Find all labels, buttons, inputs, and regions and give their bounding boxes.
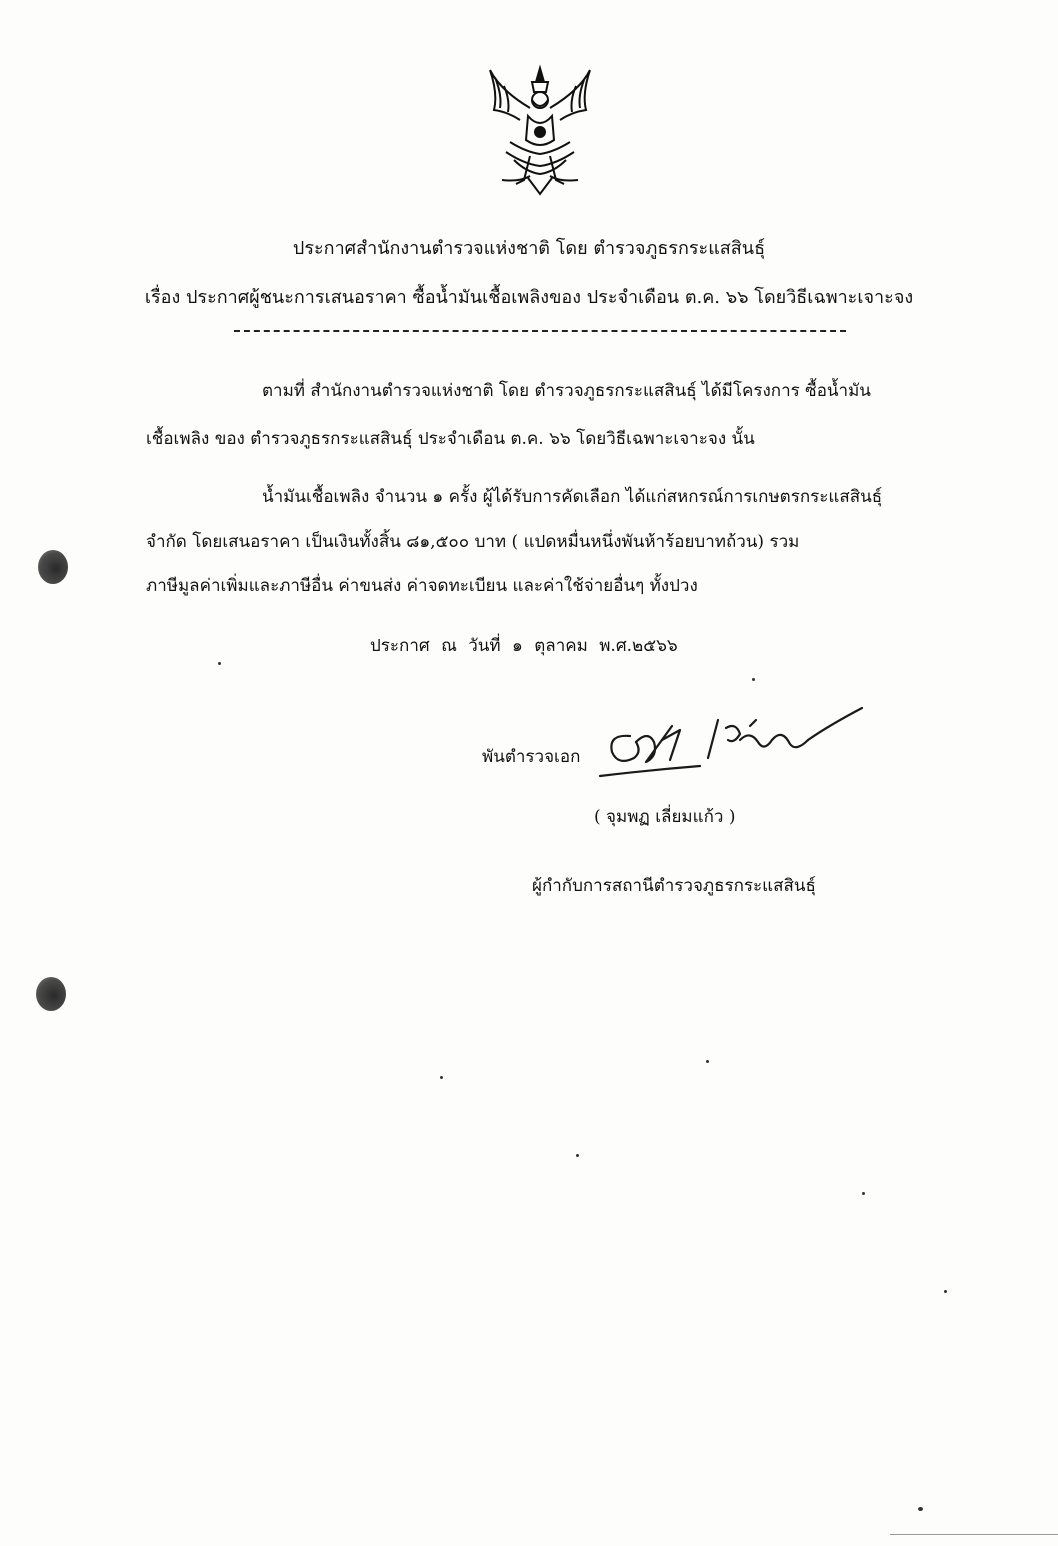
scan-speck — [440, 1076, 443, 1079]
scan-speck — [576, 1154, 579, 1157]
scan-speck — [918, 1507, 923, 1511]
punch-hole — [36, 977, 66, 1011]
signatory-name: ( จุมพฏ เลี่ยมแก้ว ) — [594, 807, 736, 827]
paragraph-2-line-3: ภาษีมูลค่าเพิ่มและภาษีอื่น ค่าขนส่ง ค่าจดทะเบียน และค่าใช้จ่ายอื่นๆ ทั้งปวง — [146, 576, 698, 596]
signatory-rank: พันตำรวจเอก — [482, 747, 581, 767]
garuda-emblem-icon — [480, 60, 600, 198]
scan-edge-line — [890, 1534, 1058, 1535]
paragraph-2-line-1: น้ำมันเชื้อเพลิง จำนวน ๑ ครั้ง ผู้ได้รับการคัดเลือก ได้แก่สหกรณ์การเกษตรกระแสสินธุ์ — [262, 487, 883, 507]
scan-speck — [752, 678, 755, 681]
scan-speck — [862, 1192, 865, 1195]
paragraph-1-line-1: ตามที่ สำนักงานตำรวจแห่งชาติ โดย ตำรวจภูธรกระแสสินธุ์ ได้มีโครงการ ซื้อน้ำมัน — [262, 381, 871, 401]
announcement-title: ประกาศสำนักงานตำรวจแห่งชาติ โดย ตำรวจภูธรกระแสสินธุ์ — [292, 238, 766, 259]
scan-speck — [218, 662, 221, 665]
paragraph-1-line-2: เชื้อเพลิง ของ ตำรวจภูธรกระแสสินธุ์ ประจำเดือน ต.ค. ๖๖ โดยวิธีเฉพาะเจาะจง นั้น — [146, 429, 755, 449]
scan-speck — [706, 1060, 709, 1063]
handwritten-signature — [590, 700, 870, 790]
signatory-position: ผู้กำกับการสถานีตำรวจภูธรกระแสสินธุ์ — [532, 876, 816, 896]
announcement-date: ประกาศ ณ วันที่ ๑ ตุลาคม พ.ศ.๒๕๖๖ — [370, 636, 678, 656]
scan-speck — [944, 1290, 947, 1293]
dashed-divider — [234, 330, 846, 332]
punch-hole — [38, 550, 68, 584]
announcement-subject: เรื่อง ประกาศผู้ชนะการเสนอราคา ซื้อน้ำมันเชื้อเพลิงของ ประจำเดือน ต.ค. ๖๖ โดยวิธีเฉพาะเจาะจง — [144, 287, 914, 308]
paragraph-2-line-2: จำกัด โดยเสนอราคา เป็นเงินทั้งสิ้น ๘๑,๕๐๐ บาท ( แปดหมื่นหนึ่งพันห้าร้อยบาทถ้วน) รวม — [146, 532, 800, 552]
